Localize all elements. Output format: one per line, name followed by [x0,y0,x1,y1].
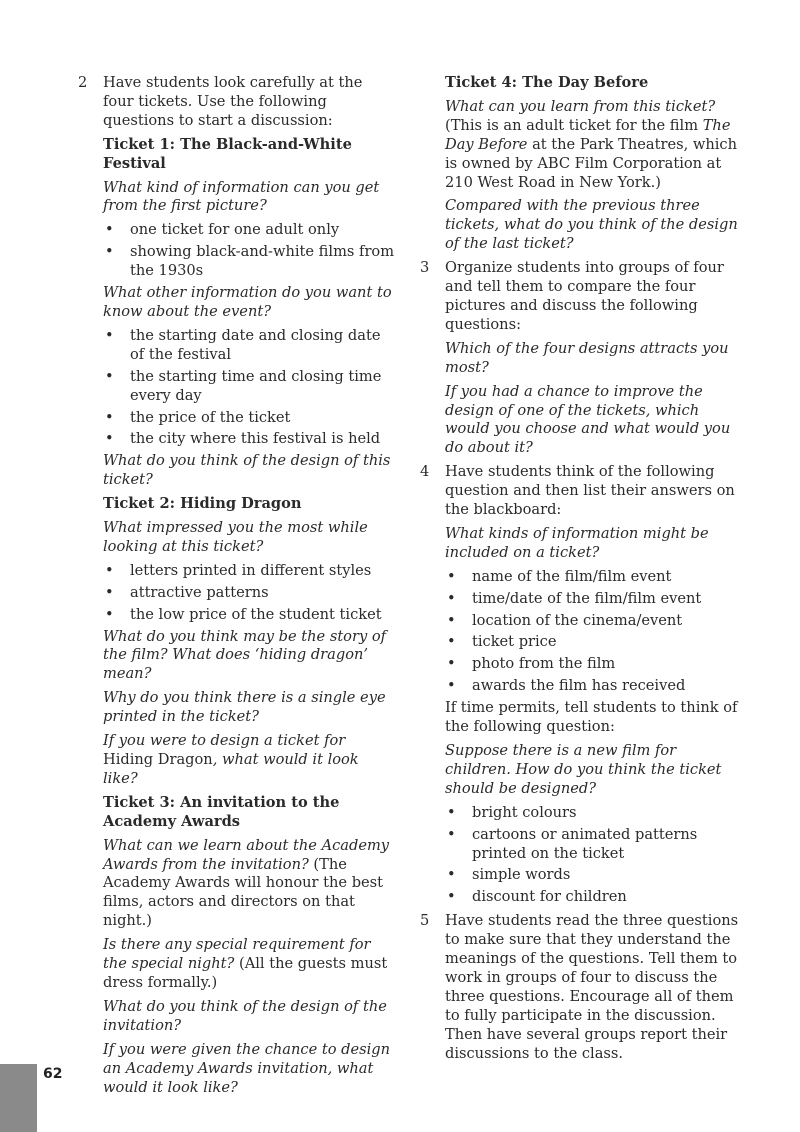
ticket-4-heading: Ticket 4: The Day Before [445,74,649,91]
film-title: The Day Before [445,116,731,153]
ticket-3-heading: Ticket 3: An invitation to the Academy Awards [103,793,340,830]
list-item: • photo from the film [445,655,742,674]
question: What do you think of the design of the invitation? [103,997,387,1034]
question-part: , what would it look like? [103,751,359,787]
ticket-4-block [420,74,742,254]
list-item: • the price of the ticket [103,409,396,428]
right-column [420,74,742,1069]
bullet-list [103,562,396,625]
instruction-item-5 [420,912,742,1063]
question-answer [103,936,396,993]
question: What other information do you want to know about the event? [103,284,392,320]
question: If you were given the chance to design an Academy Awards invitation, what would it look like? [103,1040,391,1096]
film-title: Hiding Dragon [103,751,213,768]
list-item: • one ticket for one adult only [103,221,396,240]
item-number: 4 [420,463,430,481]
question [103,732,396,789]
question: What kinds of information might be included on a ticket? [445,524,709,561]
list-item: • the low price of the student ticket [103,606,396,625]
instruction-text: If time permits, tell students to think of the following question: [445,699,738,736]
question-answer [103,837,396,932]
list-item: • the city where this festival is held [103,430,396,449]
instruction-text: Organize students into groups of four and tell them to compare the four pictures and discuss the following questions: [445,259,724,333]
bullet-list [445,804,742,908]
bullet-list [445,568,742,696]
list-item: • showing black-and-white films from the 1930s [103,243,396,281]
list-item: • the starting date and closing date of the festival [103,327,396,365]
instruction-text: Have students think of the following question and then list their answers on the blackboard: [445,463,735,519]
question-part: What can you learn from this ticket? [445,97,716,115]
question: What do you think may be the story of the film? What does ‘hiding dragon’ mean? [103,627,387,683]
list-item: • awards the film has received [445,677,742,696]
bullet-list [103,221,396,281]
answer-text: (The Academy Awards will honour the best films, actors and directors on that night.) [103,855,384,930]
question: Which of the four designs attracts you most? [445,339,729,376]
left-column [78,74,396,1102]
instruction-item-2 [78,74,396,1097]
question-part: Is there any special requirement for the special night? [103,936,371,973]
list-item: • time/date of the film/film event [445,590,742,609]
page-number: 62 [43,1066,63,1082]
instruction-item-3 [420,259,742,458]
instruction-text: Have students read the three questions to make sure that they understand the meanings of the questions. Tell them to work in groups of four to discuss the three questions. Encourage all of them to fully participate in the discussion. Then have several groups report their discussions to the class. [445,912,739,1062]
question: What do you think of the design of this ticket? [103,452,391,489]
list-item: • ticket price [445,633,742,652]
instruction-item-4 [420,463,742,907]
bullet-list [103,327,396,449]
list-item: • location of the cinema/event [445,612,742,631]
page-corner-bar [0,1064,37,1132]
question: Compared with the previous three tickets, what do you think of the design of the last ticket? [445,197,738,253]
list-item: • letters printed in different styles [103,562,396,581]
ticket-1-heading: Ticket 1: The Black-and-White Festival [103,135,352,172]
question-part: What can we learn about the Academy Awards from the invitation? [103,836,390,873]
list-item: • simple words [445,866,742,885]
question-answer [445,98,742,193]
list-item: • attractive patterns [103,584,396,603]
item-number: 2 [78,74,88,91]
item-number: 3 [420,259,430,277]
question: Suppose there is a new film for children. How do you think the ticket should be designed? [445,742,722,797]
list-item: • discount for children [445,888,742,907]
answer-text: (This is an adult ticket for the film [445,116,703,134]
ticket-2-heading: Ticket 2: Hiding Dragon [103,495,302,513]
question: What kind of information can you get from the first picture? [103,178,380,215]
question: What impressed you the most while looking at this ticket? [103,519,368,555]
list-item: • bright colours [445,804,742,823]
answer-text: (All the guests must dress formally.) [103,955,388,991]
question: If you had a chance to improve the design of one of the tickets, which would you choose and what would you do about it? [445,382,731,457]
list-item: • cartoons or animated patterns printed on the ticket [445,826,742,864]
list-item: • name of the film/film event [445,568,742,587]
instruction-text: Have students look carefully at the four tickets. Use the following questions to start a discussion: [103,74,363,129]
question: Why do you think there is a single eye printed in the ticket? [103,689,386,726]
question-part: If you were to design a ticket for [103,732,346,750]
list-item: • the starting time and closing time every day [103,368,396,406]
item-number: 5 [420,912,430,930]
answer-text: at the Park Theatres, which is owned by ABC Film Corporation at 210 West Road in New York.) [445,135,738,191]
